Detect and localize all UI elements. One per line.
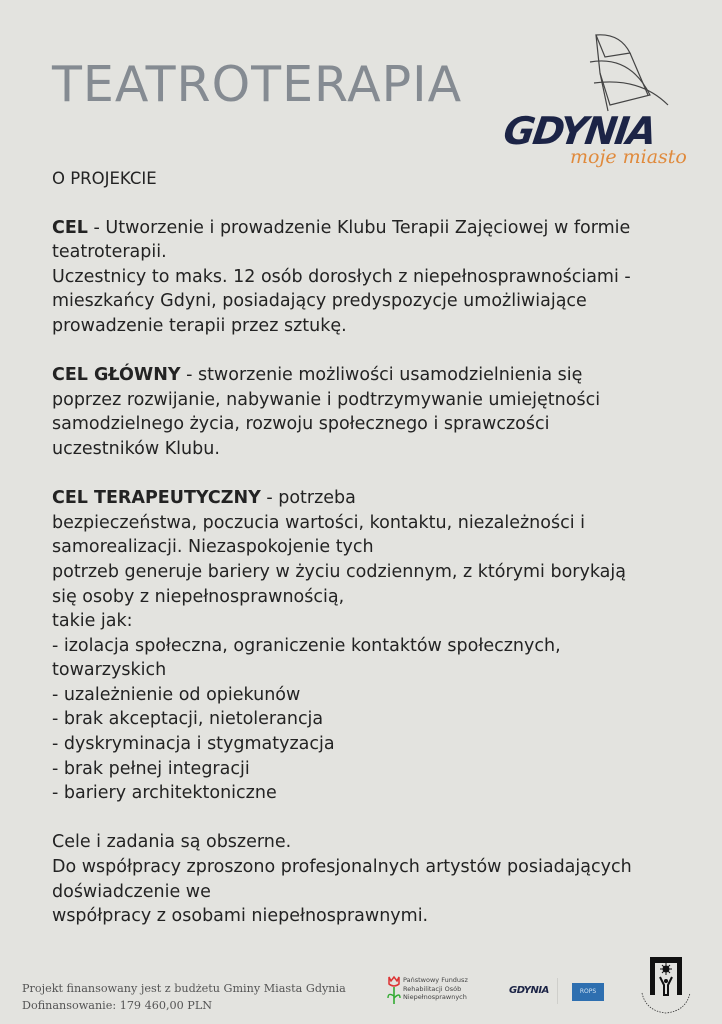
list-item: - dyskryminacja i stygmatyzacja — [52, 734, 335, 755]
gdynia-small-logo: GDYNIA — [509, 985, 549, 996]
page-title: TEATROTERAPIA — [52, 56, 463, 113]
cel-terapeutyczny-text: - potrzeba — [260, 488, 356, 509]
logo-tagline: moje miasto — [570, 146, 687, 168]
sailing-ship-icon — [500, 25, 690, 115]
cel-terapeutyczny-paragraph — [52, 486, 652, 511]
text-line: potrzeb generuje bariery w życiu codziennym, z którymi borykają się osoby z niepełnosprawnością, — [52, 561, 626, 607]
text-line: takie jak: — [52, 611, 133, 632]
project-description — [52, 167, 652, 929]
list-item: - uzależnienie od opiekunów — [52, 684, 301, 705]
person-with-sun-icon — [636, 955, 696, 1017]
funding-line: Projekt finansowany jest z budżetu Gminy Miasta Gdynia — [22, 982, 346, 995]
cel-label: CEL — [52, 217, 88, 238]
cel-terapeutyczny-label: CEL TERAPEUTYCZNY — [52, 488, 261, 509]
section-heading: O PROJEKCIE — [52, 169, 157, 188]
pfron-logo — [386, 974, 486, 1008]
gdynia-logo — [500, 25, 690, 175]
list-item: - brak pełnej integracji — [52, 758, 250, 779]
closing-line: Cele i zadania są obszerne. — [52, 832, 292, 853]
cel-glowny-text: - stworzenie możliwości usamodzielnienia się poprzez rozwijanie, nabywanie i podtrzymywanie umiejętności samodzielnego życia, rozwoju społecznego i sprawczości uczestników Klubu. — [52, 365, 601, 459]
cel-text: - Utworzenie i prowadzenie Klubu Terapii Zajęciowej w formie teatroterapii. — [52, 217, 631, 263]
participants-paragraph: Uczestnicy to maks. 12 osób dorosłych z niepełnosprawnościami - mieszkańcy Gdyni, posiadający predyspozycje umożliwiające prowadzenie terapii przez sztukę. — [52, 266, 631, 336]
list-item: - izolacja społeczna, ograniczenie kontaktów społecznych, towarzyskich — [52, 635, 561, 681]
cel-glowny-paragraph — [52, 363, 652, 461]
divider — [557, 978, 558, 1004]
list-item: - brak akceptacji, nietolerancja — [52, 709, 324, 730]
list-item: - bariery architektoniczne — [52, 783, 277, 804]
cel-paragraph — [52, 216, 652, 265]
funding-info — [22, 980, 346, 1014]
closing-line: współpracy z osobami niepełnosprawnymi. — [52, 906, 429, 927]
pfron-line: Rehabilitacji Osób — [403, 984, 462, 993]
gdynia-wordmark: GDYNIA — [500, 109, 658, 153]
pfron-line: Niepełnosprawnych — [403, 993, 467, 1002]
tulip-icon — [386, 974, 402, 1006]
theatre-logo — [636, 955, 696, 1017]
pfron-line: Państwowy Fundusz — [403, 976, 468, 984]
text-line: bezpieczeństwa, poczucia wartości, kontaktu, niezależności i samorealizacji. Niezaspokojenie tych — [52, 512, 585, 558]
cel-glowny-label: CEL GŁÓWNY — [52, 365, 181, 386]
closing-line: Do współpracy zproszono profesjonalnych artystów posiadających doświadczenie we — [52, 857, 632, 902]
cofunding-line: Dofinansowanie: 179 460,00 PLN — [22, 999, 213, 1012]
rops-logo: ROPS — [572, 983, 604, 1001]
